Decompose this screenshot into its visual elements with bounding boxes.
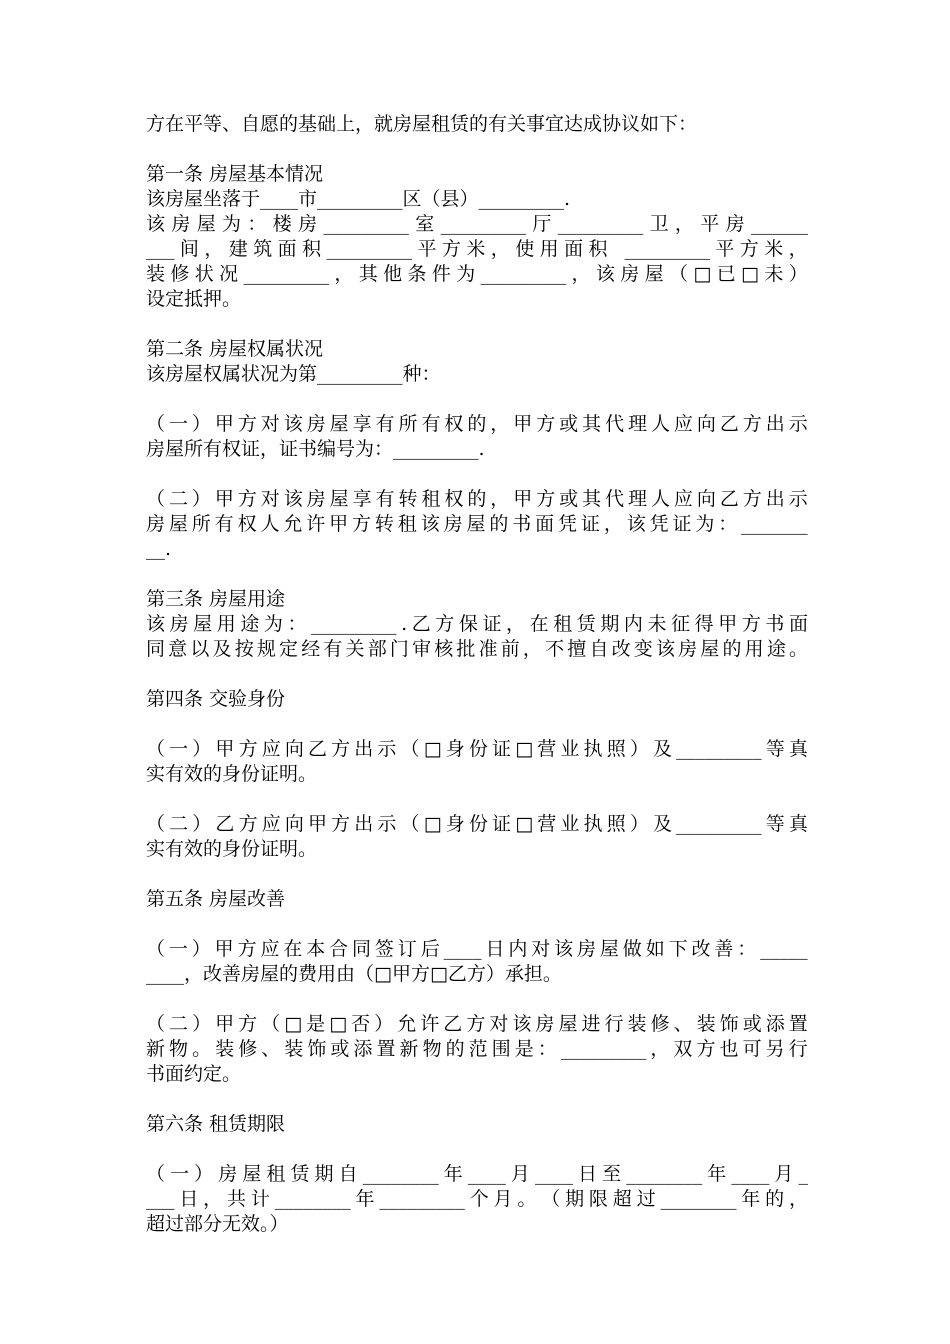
text-line: ___ 日 ， 共 计 ________ 年 _________ 个 月 。 （ 期 限 超 过 ________ 年 的 ，	[146, 1188, 808, 1210]
section-heading: 第三条 房屋用途	[146, 588, 286, 610]
section-heading: 第五条 房屋改善	[146, 888, 286, 910]
blank-line	[146, 387, 808, 412]
blank-line	[146, 912, 808, 937]
text-line: （ 二 ） 甲 方 对 该 房 屋 享 有 转 租 权 的 ， 甲 方 或 其 代 理 人 应 向 乙 方 出 示	[146, 488, 808, 510]
section-heading: 第六条 租赁期限	[146, 1113, 286, 1135]
text-line: 超过部分无效。）	[146, 1213, 289, 1235]
section-heading: 第四条 交验身份	[146, 688, 286, 710]
text-line: 新 物 。 装 修 、 装 饰 或 添 置 新 物 的 范 围 是 ： _________ ， 双 方 也 可 另 行	[146, 1038, 808, 1060]
text-line: 房屋所有权证，证书编号为：_________.	[146, 438, 485, 460]
text-line: （ 一 ） 甲 方 应 在 本 合 同 签 订 后 ____ 日 内 对 该 房 屋 做 如 下 改 善 ： _____	[146, 938, 808, 960]
text-line: 该 房 屋 为 ： 楼 房 _________ 室 _________ 厅 _________ 卫 ， 平 房 ______	[146, 213, 808, 235]
blank-line	[146, 862, 808, 887]
blank-line	[146, 712, 808, 737]
blank-line	[146, 1137, 808, 1162]
text-line: （ 一 ） 甲 方 对 该 房 屋 享 有 所 有 权 的 ， 甲 方 或 其 代 理 人 应 向 乙 方 出 示	[146, 413, 808, 435]
blank-line	[146, 312, 808, 337]
text-line: 房 屋 所 有 权 人 允 许 甲 方 转 租 该 房 屋 的 书 面 凭 证 ， 该 凭 证 为 ： _______	[146, 513, 808, 535]
blank-line	[146, 987, 808, 1012]
text-line: 同 意 以 及 按 规 定 经 有 关 部 门 审 核 批 准 前 ， 不 擅 自 改 变 该 房 屋 的 用 途 。	[146, 638, 808, 660]
text-line: 方在平等、自愿的基础上，就房屋租赁的有关事宜达成协议如下：	[146, 113, 698, 135]
text-line: 书面约定。	[146, 1063, 242, 1085]
text-line: ___ 间 ， 建 筑 面 积 _________ 平 方 米 ， 使 用 面 积 _________ 平 方 米 ，	[146, 238, 808, 260]
blank-line	[146, 787, 808, 812]
blank-line	[146, 562, 808, 587]
text-line: 设定抵押。	[146, 288, 242, 310]
text-line: （ 一 ） 甲 方 应 向 乙 方 出 示 （ □ 身 份 证 □ 营 业 执 照 ） 及 _________ 等 真	[146, 738, 808, 760]
section-heading: 第二条 房屋权属状况	[146, 338, 324, 360]
blank-line	[146, 462, 808, 487]
text-line: ____，改善房屋的费用由（□甲方□乙方）承担。	[146, 963, 562, 985]
blank-line	[146, 662, 808, 687]
text-line: __.	[146, 538, 172, 560]
text-line: 装 修 状 况 _________ ， 其 他 条 件 为 _________ ， 该 房 屋 （ □ 已 □ 未 ）	[146, 263, 808, 285]
blank-line	[146, 1087, 808, 1112]
text-line: 该 房 屋 用 途 为 ： _________ . 乙 方 保 证 ， 在 租 赁 期 内 未 征 得 甲 方 书 面	[146, 613, 808, 635]
text-line: （ 一 ） 房 屋 租 赁 期 自 ________ 年 ____ 月 ____ 日 至 ________ 年 ____ 月 _	[146, 1163, 808, 1185]
text-line: 实有效的身份证明。	[146, 838, 318, 860]
text-line: （ 二 ） 甲 方 （ □ 是 □ 否 ） 允 许 乙 方 对 该 房 屋 进 行 装 修 、 装 饰 或 添 置	[146, 1013, 808, 1035]
section-heading: 第一条 房屋基本情况	[146, 163, 324, 185]
text-line: 实有效的身份证明。	[146, 763, 318, 785]
text-line: （ 二 ） 乙 方 应 向 甲 方 出 示 （ □ 身 份 证 □ 营 业 执 照 ） 及 _________ 等 真	[146, 813, 808, 835]
text-line: 该房屋坐落于____市_________区（县）_________.	[146, 188, 571, 210]
blank-line	[146, 137, 808, 162]
text-line: 该房屋权属状况为第_________种：	[146, 363, 441, 385]
document-body	[146, 112, 808, 1237]
